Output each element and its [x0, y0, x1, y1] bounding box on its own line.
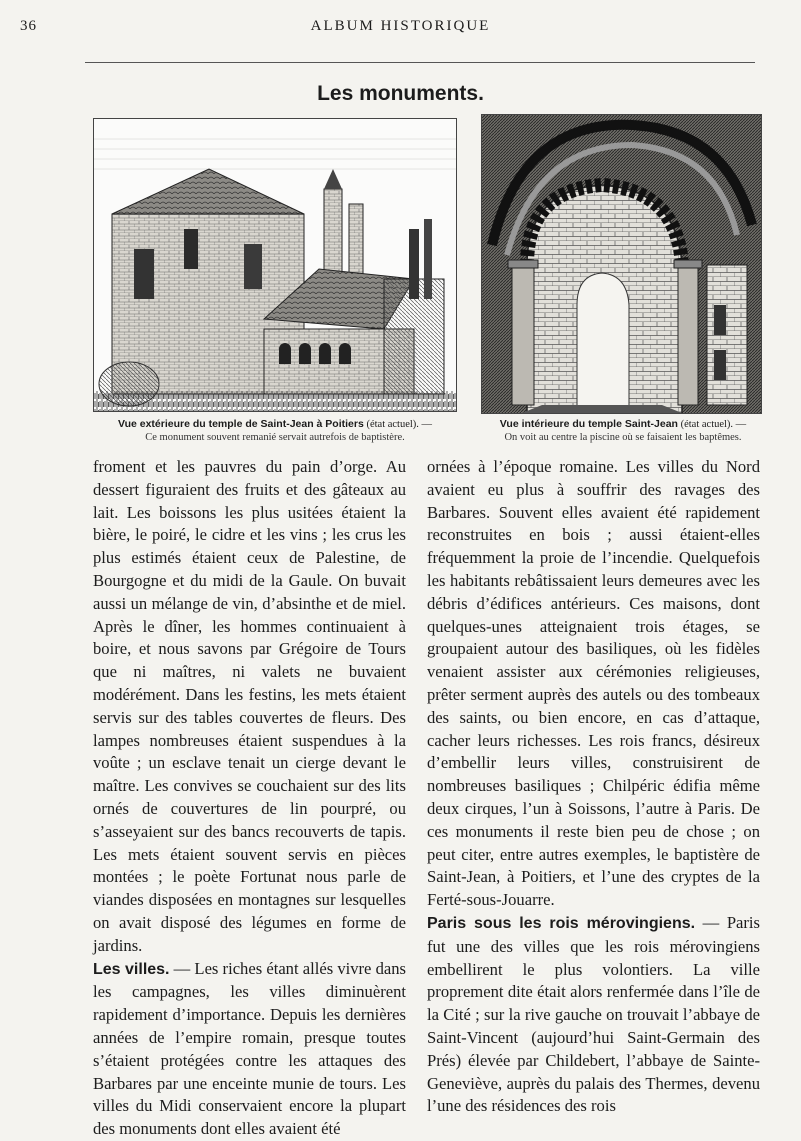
text-column-left	[93, 456, 406, 1141]
figure-interior-engraving	[481, 114, 762, 414]
caption-interior-title: Vue intérieure du temple Saint-Jean	[499, 418, 678, 430]
caption-exterior-note: (état actuel). —	[366, 419, 433, 430]
right-paragraph-1: ornées à l’époque romaine. Les villes du Nord avaient eu plus à souffrir des ravages des Barbares. Souvent elles avaient été rapidement reconstruites en bois ; aussi étaient-elles fréquemment la proie de l’incendie. Quelquefois les habitants rebâtissaient leurs demeures avec les débris d’édifices antérieurs. Ces maisons, dont quelques-unes atteignaient trois étages, se groupaient autour des basiliques, où les fidèles venaient assister aux cérémonies religieuses, prêter serment auprès des autels ou des tombeaux des saints, ou bien encore, en cas d’attaque, cacher leurs richesses. Les rois francs, désireux d’embellir leurs villes, construisirent de nombreuses basiliques ; Chilpéric édifia même deux cirques, l’un à Soissons, l’autre à Paris. De ces monuments il reste bien peu de chose ; on peut citer, entre autres exemples, le baptistère de Saint-Jean, à Poitiers, et l’une des cryptes de la Ferté-sous-Jouarre.	[427, 457, 760, 910]
temple-exterior-illustration	[94, 119, 456, 411]
left-paragraph-1: froment et les pauvres du pain d’orge. Au dessert figuraient des fruits et des gâteaux au lait. Les boissons les plus usitées étaient la bière, le poiré, le cidre et les vins ; les crus les plus estimés étaient ceux de Palestine, de Bourgogne et du midi de la Gaule. On buvait aussi un mélange de vin, d’absinthe et de miel. Après le dîner, les hommes continuaient à boire, et nous savons par Grégoire de Tours que ni maîtres, ni valets ne buvaient modérément. Dans les festins, les mets étaient servis sur des tables couvertes de fleurs. Des lampes nombreuses étaient suspendues à la voûte ; un esclave tenait un cierge devant le maître. Les convives se couchaient sur des lits ornés de couvertures de lin pourpré, ou s’asseyaient sur des bancs recouverts de tapis. Les mets étaient souvent servis en pièces montées ; le poète Fortunat nous parle de viandes disposées en montagnes sur lesquelles on avait disposé des légumes en forme de jardins.	[93, 457, 406, 955]
left-paragraph-2	[93, 958, 406, 1141]
left-paragraph-2-text: — Les riches étant allés vivre dans les campagnes, les villes diminuèrent rapidement d’importance. Depuis les dernières années de l’empire romain, presque toutes s’étaient protégées contre les attaques des Barbares par une enceinte munie de tours. Les villes du Midi conservaient encore la plupart des monuments dont elles avaient été	[93, 958, 406, 1139]
caption-interior	[463, 418, 783, 444]
section-title: Les monuments.	[317, 82, 484, 105]
temple-interior-illustration	[482, 115, 761, 413]
caption-interior-sub: On voit au centre la piscine où se faisaient les baptêmes.	[504, 432, 742, 443]
text-column-right	[427, 456, 760, 1118]
page-number: 36	[20, 18, 37, 34]
right-paragraph-2-text: — Paris fut une des villes que les rois mérovingiens embellirent le plus volontiers. La ville proprement dite était alors renfermée dans l’île de la Cité ; sur la rive gauche on trouvait l’abbaye de Saint-Vincent (aujourd’hui Saint-Germain des Prés) élevée par Childebert, l’abbaye de Sainte-Geneviève, auprès du palais des Thermes, devenu l’une des résidences des rois	[427, 912, 761, 1116]
figure-exterior-engraving	[93, 118, 457, 412]
caption-interior-note: (état actuel). —	[680, 419, 747, 430]
caption-exterior	[75, 418, 475, 444]
caption-exterior-title: Vue extérieure du temple de Saint-Jean à Poitiers	[117, 418, 364, 430]
run-in-heading-paris: Paris sous les rois mérovingiens.	[427, 914, 696, 932]
caption-exterior-sub: Ce monument souvent remanié servait autrefois de baptistère.	[145, 432, 405, 443]
run-in-heading-villes: Les villes.	[93, 960, 170, 978]
running-title: ALBUM HISTORIQUE	[310, 18, 491, 34]
page-header	[0, 18, 801, 66]
header-rule	[85, 62, 755, 63]
right-paragraph-2	[427, 912, 760, 1118]
